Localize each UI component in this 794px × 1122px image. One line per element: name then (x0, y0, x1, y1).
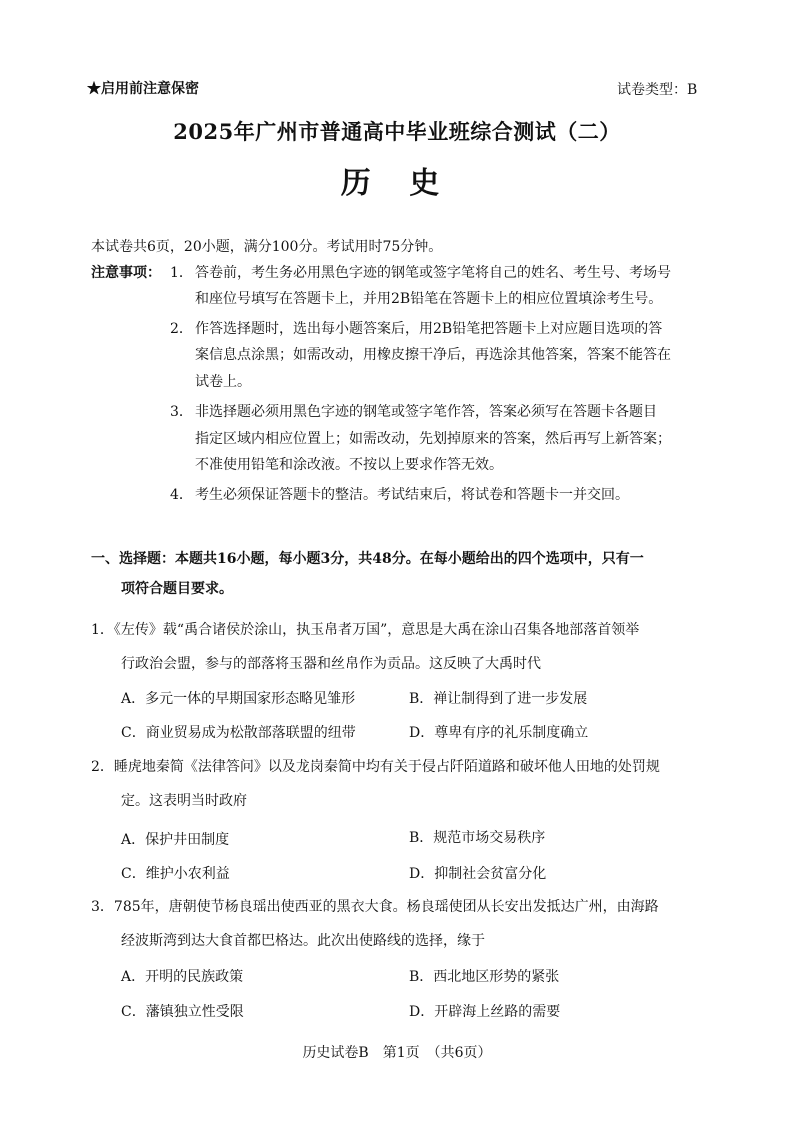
notice-line: 不准使用铅笔和涂改液。不按以上要求作答无效。 (195, 457, 503, 473)
page-footer: 历史试卷B 第1页 （共6页） (302, 1045, 492, 1061)
notice-line: 指定区域内相应位置上；如需改动，先划掉原来的答案，然后再写上新答案； (195, 431, 671, 447)
notice-item-num: 1． (170, 265, 193, 281)
question-1-stem: 1．《左传》载“禹合诸侯於涂山，执玉帛者万国”，意思是大禹在涂山召集各地部落首领举 (91, 622, 640, 638)
question-1-option-c: C．商业贸易成为松散部落联盟的纽带 (121, 725, 356, 741)
notice-line: 试卷上。 (195, 374, 251, 390)
confidential-notice: ★启用前注意保密 (87, 81, 199, 97)
question-2-option-b: B．规范市场交易秩序 (409, 830, 546, 846)
question-1-option-a: A．多元一体的早期国家形态略见雏形 (121, 691, 356, 707)
section-heading-cont: 项符合题目要求。 (121, 581, 233, 597)
notice-label: 注意事项： (91, 265, 161, 281)
notice-line: 考生必须保证答题卡的整洁。考试结束后，将试卷和答题卡一并交回。 (195, 487, 629, 503)
question-1-option-d: D．尊卑有序的礼乐制度确立 (409, 725, 589, 741)
notice-line: 作答选择题时，选出每小题答案后，用2B铅笔把答题卡上对应题目选项的答 (195, 321, 663, 337)
notice-item-num: 3． (170, 404, 193, 420)
question-3-option-b: B．西北地区形势的紧张 (409, 969, 560, 985)
notice-line: 非选择题必须用黑色字迹的钢笔或签字笔作答，答案必须写在答题卡各题目 (195, 404, 657, 420)
question-2-stem: 2．睡虎地秦简《法律答问》以及龙岗秦简中均有关于侵占阡陌道路和破坏他人田地的处罚规 (91, 759, 660, 775)
question-3-option-d: D．开辟海上丝路的需要 (409, 1004, 561, 1020)
question-3-stem-cont: 经波斯湾到达大食首都巴格达。此次出使路线的选择，缘于 (121, 933, 485, 949)
exam-title: 2025年广州市普通高中毕业班综合测试（二） (173, 119, 621, 144)
section-heading: 一、选择题：本题共16小题，每小题3分，共48分。在每小题给出的四个选项中，只有一 (91, 551, 644, 567)
notice-line: 和座位号填写在答题卡上，并用2B铅笔在答题卡上的相应位置填涂考生号。 (195, 291, 663, 307)
question-3-stem: 3．785年，唐朝使节杨良瑶出使西亚的黑衣大食。杨良瑶使团从长安出发抵达广州，由海路 (91, 899, 659, 915)
notice-item-num: 2． (170, 321, 193, 337)
question-2-option-a: A．保护井田制度 (121, 832, 230, 848)
subject-title: 历 史 (340, 166, 454, 201)
paper-type: 试卷类型：B (617, 82, 698, 98)
intro-text: 本试卷共6页，20小题，满分100分。考试用时75分钟。 (91, 239, 443, 255)
question-3-option-c: C．藩镇独立性受限 (121, 1004, 244, 1020)
question-3-option-a: A．开明的民族政策 (121, 969, 244, 985)
question-1-stem-cont: 行政治会盟，参与的部落将玉器和丝帛作为贡品。这反映了大禹时代 (121, 656, 541, 672)
question-1-option-b: B．禅让制得到了进一步发展 (409, 691, 588, 707)
notice-item-num: 4． (170, 487, 193, 503)
notice-line: 答卷前，考生务必用黑色字迹的钢笔或签字笔将自己的姓名、考生号、考场号 (195, 265, 671, 281)
notice-line: 案信息点涂黑；如需改动，用橡皮擦干净后，再选涂其他答案，答案不能答在 (195, 347, 671, 363)
question-2-stem-cont: 定。这表明当时政府 (121, 793, 247, 809)
question-2-option-c: C．维护小农利益 (121, 866, 230, 882)
question-2-option-d: D．抑制社会贫富分化 (409, 866, 547, 882)
